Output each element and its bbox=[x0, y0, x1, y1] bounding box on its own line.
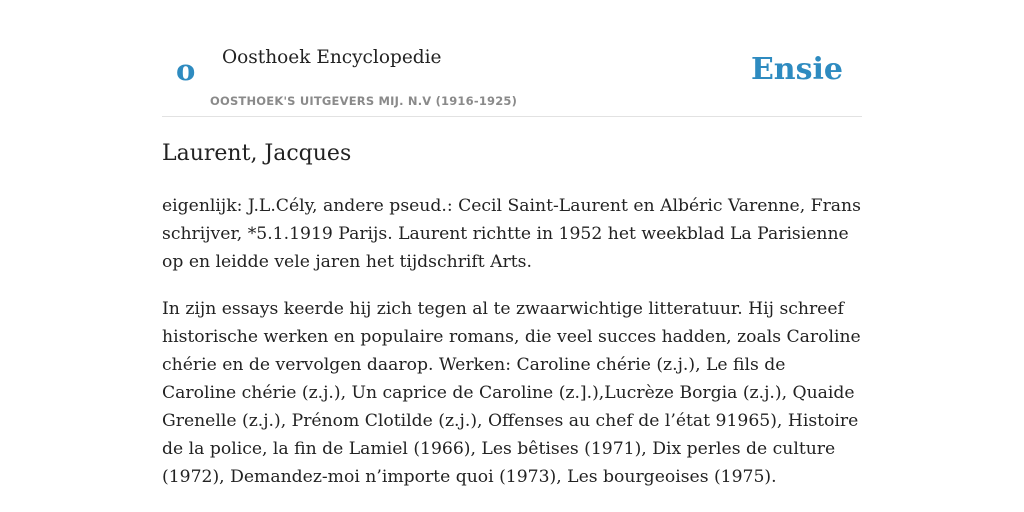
ensie-brand-link[interactable]: Ensie bbox=[750, 52, 843, 87]
site-header bbox=[162, 0, 862, 117]
article-paragraph: In zijn essays keerde hij zich tegen al te zwaarwichtige litteratuur. Hij schreef historische werken en populaire romans, die veel succes hadden, zoals Caroline chérie en de vervolgen daarop. Werken: Caroline chérie (z.j.), Le fils de Caroline chérie (z.j.), Un caprice de Caroline (z.].),Lucrèze Borgia (z.j.), Quaide Grenelle (z.j.), Prénom Clotilde (z.j.), Offenses au chef de l’état 91965), Histoire de la police, la fin de Lamiel (1966), Les bêtises (1971), Dix perles de culture (1972), Demandez-moi n’importe quoi (1973), Les bourgeoises (1975). bbox=[162, 299, 861, 487]
oosthoek-logo[interactable]: o bbox=[176, 53, 196, 87]
article-paragraph: eigenlijk: J.L.Cély, andere pseud.: Cecil Saint-Laurent en Albéric Varenne, Frans schrijver, *5.1.1919 Parijs. Laurent richtte in 1952 het weekblad La Parisienne op en leidde vele jaren het tijdschrift Arts. bbox=[162, 196, 861, 272]
publisher-label: OOSTHOEK'S UITGEVERS MIJ. N.V (1916-1925) bbox=[210, 94, 518, 108]
article-title: Laurent, Jacques bbox=[162, 141, 352, 166]
article-body bbox=[162, 192, 862, 510]
site-name[interactable]: Oosthoek Encyclopedie bbox=[222, 47, 442, 68]
